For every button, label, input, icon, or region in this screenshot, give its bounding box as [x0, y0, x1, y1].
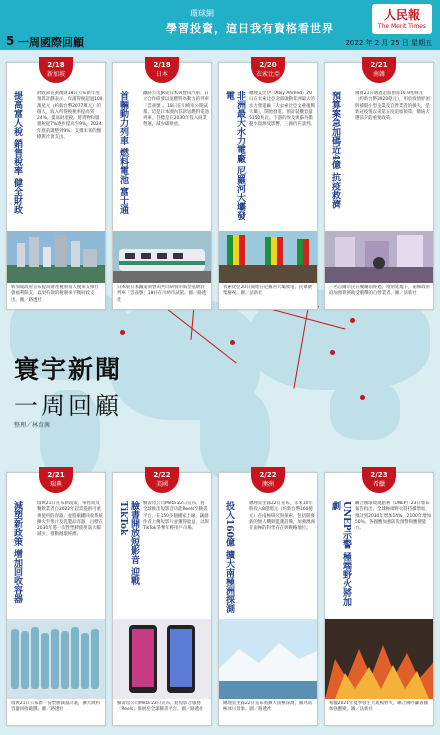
location-dot: [230, 340, 235, 345]
wildfire-photo: [325, 619, 433, 699]
date-badge: 2/18 日本: [145, 57, 179, 83]
dam-celebration-photo: [219, 231, 317, 283]
article-body: 財政部長黃循財18日公布新年度預算計劃表示，年滿得稅超過100萬星元（約新台幣2077萬元）的個人，收入所得稅稅率提高到24%。提高財產稅，將貨物和服務稅從7%逐步提高至9%，2024年底前調整到9%，支撐未來的醫療與社會支出。: [37, 91, 103, 141]
phone-app-photo: [113, 619, 211, 699]
headline: 首輛動力列車 燃料電池 富士通: [118, 91, 128, 215]
photo-caption: 瑞典21日公布新一份塑膠減量計畫，擴大飲料容器回收範圍。圖／路透社: [11, 701, 101, 713]
location-dot: [350, 318, 355, 323]
location-dot: [120, 330, 125, 335]
news-card-usa: [112, 472, 212, 726]
photo-caption: 日本東日本鐵道與豐田共同研發的新型氫燃料列車「雲雀號」18日在川崎市試駕。圖／路透社: [117, 285, 207, 303]
newspaper-logo: [372, 4, 432, 34]
photo-caption: 新加坡政府宣布提高財產稅與富人稅來支撐社會福利開支，以更有效的稅制來平衡財政支出。圖／路透社: [11, 285, 99, 303]
editor-credit: 整理／林育茜: [14, 422, 51, 429]
antarctica-photo: [219, 619, 317, 699]
news-card-south-korea: [324, 62, 434, 310]
train-photo: [113, 231, 211, 283]
date-badge: 2/22 美國: [145, 467, 179, 493]
plastic-bottles-photo: [7, 619, 105, 699]
date-badge: 2/21 南韓: [362, 57, 396, 83]
date-badge: 2/22 澳洲: [251, 467, 285, 493]
photo-caption: 臉書母公司Meta 22日宣布，將短影音服務「Reels」推展至全球臉書平台。圖／路透社: [117, 701, 204, 713]
logo-en: The Merit Times: [377, 23, 427, 30]
article-body: 聯合國環境規劃署（UNEP）23日發布報告指出，全球極端野火將持續增加，預計到2030年增加14%，2100年增加50%。各國應加強防災預警與應變能力。: [355, 501, 431, 532]
date-badge: 2/21 瑞典: [39, 467, 73, 493]
street-photo: [325, 231, 433, 283]
news-card-australia: [218, 472, 318, 726]
feature-subtitle: 一周回顧: [14, 392, 122, 420]
headline: 非洲最大水力電廠 尼羅河大壩發電: [224, 91, 245, 221]
headline: 預算案急加碼近4億 抗疫救濟: [330, 91, 340, 209]
headline: 減塑新政策 增加回收容器: [12, 501, 22, 604]
city-skyline-photo: [7, 231, 105, 283]
page-number: 5: [6, 34, 15, 48]
news-card-greece: [324, 472, 434, 726]
news-card-japan: [112, 62, 212, 310]
location-dot: [330, 350, 335, 355]
article-body: 臉書母公司Meta 22日宣布，將全球推出短影音功能Reels至臉書平台，在150多個國家上線，讓創作者上傳短影片並獲得收益，以與TikTok爭奪年輕用戶市場。: [143, 501, 209, 532]
news-card-ethiopia: [218, 62, 318, 310]
date-badge: 2/18 新加坡: [39, 57, 73, 83]
headline: 投入160億 擴大南極洲探測: [224, 501, 234, 613]
date-badge: 2/23 希臘: [362, 467, 396, 493]
headline: 臉書開放短影音 迎戰TikTok: [118, 501, 139, 586]
article-body: 總理莫里森22日宣布，未來10年將投入8億澳元（約新台幣160億元）在南極研究與探索，包括開發新的無人機與監測設備，加強澳洲在南極的科學存在與戰略地位。: [249, 501, 315, 532]
logo-cn: 人民報: [383, 8, 420, 22]
photo-caption: 希臘2021年夏季發生大規模野火，聯合國呼籲各國加強應變。圖／法新社: [329, 701, 428, 713]
feature-title: 寰宇新聞: [14, 355, 123, 384]
news-card-singapore: [6, 62, 106, 310]
headline: UNEP示警 極端野火將加劇: [330, 501, 351, 606]
article-body: 瑞典21日宣布新政策，零售商及餐飲業者自2022年起需提供可重複使用的容器，並將瓶罐回收系統擴大至果汁及乳製品容器，目標在2030年將一次性塑膠使用量大幅減少，推動循環經濟。: [37, 501, 103, 538]
page-header: [0, 0, 440, 50]
photo-caption: 總理莫里森22日宣布將擴大南極探測，圖為南極冰川景象。圖／路透社: [223, 701, 313, 713]
column-name: 環球網: [190, 9, 214, 18]
article-body: 鐵路公司JR東日本與豐田汽車、日立合作研發以氫燃料為動力的列車「雲雀號」，18日在川崎市公開試駕。這是日本國內首款氫燃料電池列車，目標是在2030年投入商業營運，減少碳排放。: [143, 91, 209, 128]
location-dot: [360, 395, 365, 400]
news-card-sweden: [6, 472, 106, 726]
photo-caption: 一名首爾市民在餐廳前經過。疫情延燒下，南韓政府追加預算援助受衝擊的自營業者。圖／法新社: [329, 285, 430, 297]
headline: 提高富人稅 銷售稅率 健全財政: [12, 91, 22, 215]
article-body: 國會21日通過追加預算16.9兆韓元（約新台幣3920億元），用於疫情紓困與補償小型企業及自營業者的損失，是新冠疫情以來第五度追加預算，總統大選前夕的重要政策。: [355, 91, 430, 122]
article-body: 總理艾比伊（Abiy Ahmed）20日在衣索比亞北部啟動非洲最大的水力發電廠「大衣索比亞文藝復興大壩」，開始發電。預計裝機容量5150兆瓦。下游的埃及與蘇丹擔憂水資源受影響，三國仍在談判。: [249, 91, 315, 128]
header-slogan: 學習投資，這日我有資格看世界: [166, 22, 334, 35]
photo-caption: 衣索比亞20日開始在尼羅河大壩發電，民眾聚集慶祝。圖／法新社: [223, 285, 313, 297]
issue-date: 2022 年 2 月 25 日 星期五: [345, 39, 432, 47]
date-badge: 2/20 衣索比亞: [251, 57, 285, 83]
section-title: 一周國際回顧: [18, 36, 84, 49]
